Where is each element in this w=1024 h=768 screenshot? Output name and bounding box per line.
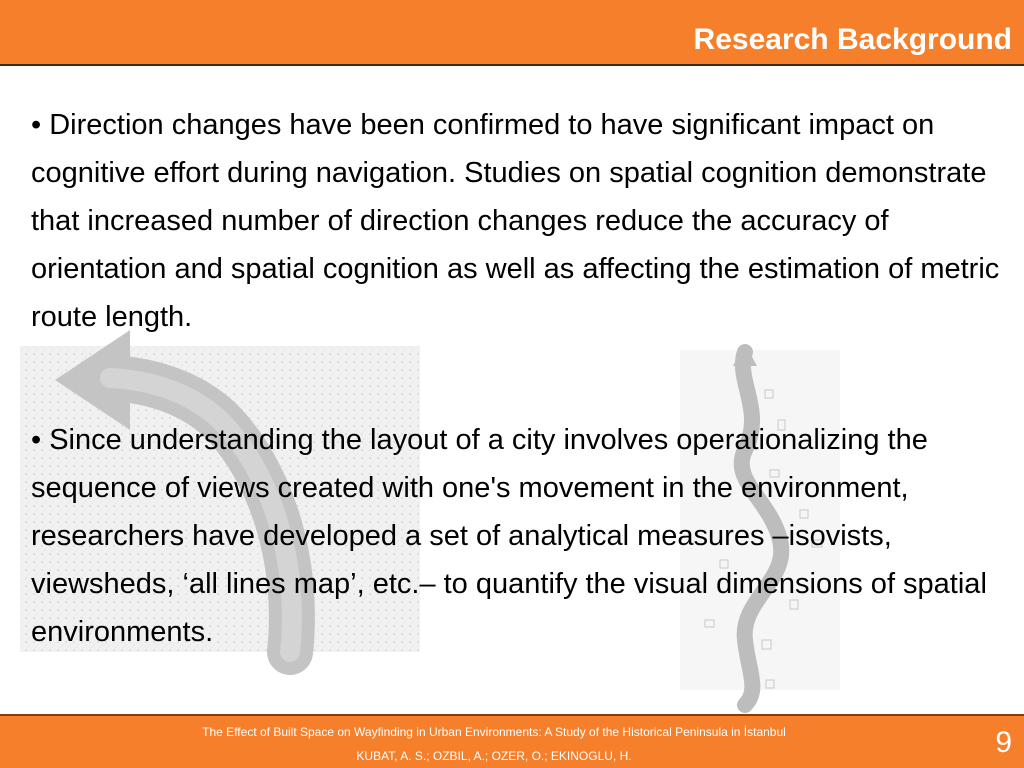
bullet-city-layout: • Since understanding the layout of a city involves operationalizing the sequence of views created with one's movement in the environment, researchers have developed a set of analytical measures –isovists, viewsheds, ‘all lines map’, etc.– to quantify the visual dimensions of spatial environments. <box>31 424 987 648</box>
footer-presentation-title: The Effect of Built Space on Wayfinding in Urban Environments: A Study of the Historical Peninsula in İstanbul <box>202 725 786 739</box>
page-number: 9 <box>995 726 1012 759</box>
bullet-direction-changes: • Direction changes have been confirmed to have significant impact on cognitive effort during navigation. Studies on spatial cognition demonstrate that increased number of direction changes reduce the accuracy of orientation and spatial cognition as well as affecting the estimation of metric route length. <box>31 109 1000 333</box>
footer-bar <box>0 714 1024 768</box>
slide-title: Research Background <box>693 23 1012 56</box>
footer-authors: KUBAT, A. S.; OZBIL, A.; OZER, O.; EKINOGLU, H. <box>356 749 632 763</box>
